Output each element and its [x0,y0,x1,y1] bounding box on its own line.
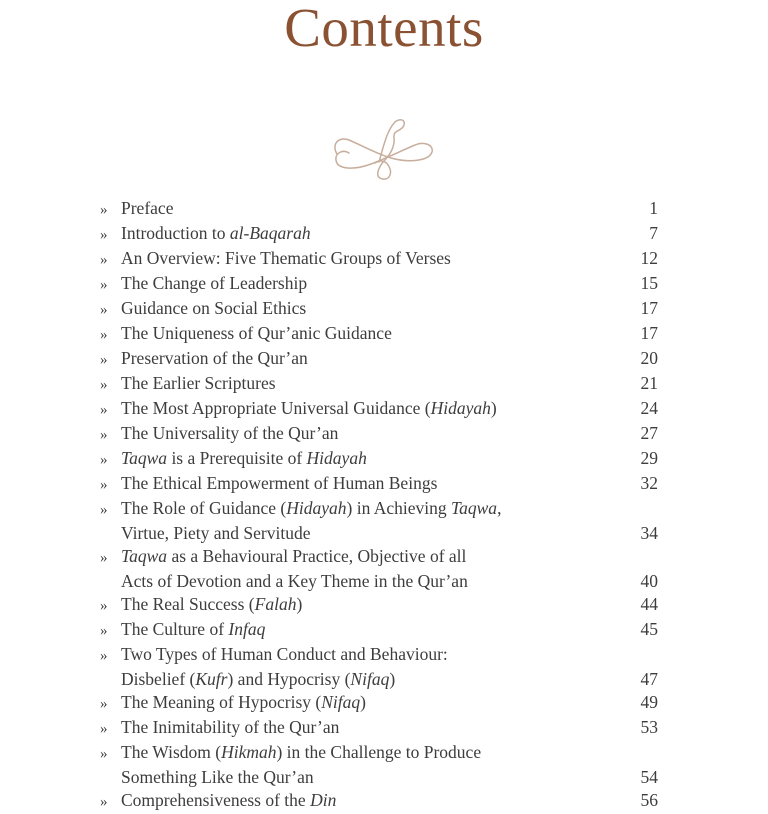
page-title: Contents [284,0,484,58]
toc-line [100,347,658,372]
toc-line [100,716,658,741]
toc-bullet: » [100,648,108,664]
toc-bullet: » [100,302,108,318]
toc-entry-text: The Ethical Empowerment of Human Beings [121,473,438,493]
toc-bullet: » [100,352,108,368]
toc-page-number: 56 [640,790,658,810]
toc-page-number: 32 [640,473,658,493]
toc-page-number: 49 [640,692,658,712]
toc-line [100,372,658,397]
toc-bullet: » [100,377,108,393]
toc-line [100,643,658,668]
toc-bullet: » [100,327,108,343]
toc-entry-text: Disbelief (Kufr) and Hypocrisy (Nifaq) [121,669,396,689]
toc-bullet: » [100,721,108,737]
toc-entry-text: The Role of Guidance (Hidayah) in Achieving Taqwa, [121,498,502,518]
toc-line [100,789,658,814]
toc-line [100,618,658,643]
toc-bullet: » [100,402,108,418]
toc-entry-text: The Wisdom (Hikmah) in the Challenge to Produce [121,742,482,762]
toc-entry-text: Introduction to al-Baqarah [121,223,311,243]
toc-entry-text: Taqwa as a Behavioural Practice, Objective of all [121,546,467,566]
toc-line [100,247,658,272]
toc-line [100,497,658,522]
toc-line [100,593,658,618]
toc-bullet: » [100,696,108,712]
toc-line [100,668,658,691]
calligraphic-flourish-icon [327,112,442,180]
toc-page-number: 17 [640,298,658,318]
toc-line [100,766,658,789]
toc-entry-text: Something Like the Qur’an [121,767,314,787]
toc-page-number: 34 [640,523,658,543]
toc-list [100,197,658,814]
toc-entry-text: The Universality of the Qur’an [121,423,339,443]
toc-page-number: 47 [640,669,658,689]
toc-page-number: 29 [640,448,658,468]
toc-bullet: » [100,598,108,614]
toc-entry-text: Two Types of Human Conduct and Behaviour: [121,644,448,664]
toc-entry-text: Acts of Devotion and a Key Theme in the Qur’an [121,571,468,591]
toc-entry-text: Preservation of the Qur’an [121,348,308,368]
toc-line [100,522,658,545]
toc-line [100,422,658,447]
toc-page-number: 27 [640,423,658,443]
toc-entry-text: The Meaning of Hypocrisy (Nifaq) [121,692,366,712]
toc-entry-text: Virtue, Piety and Servitude [121,523,311,543]
toc-entry-text: Preface [121,198,174,218]
toc-bullet: » [100,477,108,493]
toc-bullet: » [100,794,108,810]
toc-bullet: » [100,277,108,293]
toc-page-number: 20 [640,348,658,368]
toc-entry-text: An Overview: Five Thematic Groups of Verses [121,248,451,268]
toc-bullet: » [100,227,108,243]
toc-bullet: » [100,427,108,443]
toc-bullet: » [100,452,108,468]
toc-page-number: 1 [649,198,658,218]
toc-line [100,447,658,472]
toc-entry-text: The Uniqueness of Qur’anic Guidance [121,323,392,343]
toc-entry-text: Taqwa is a Prerequisite of Hidayah [121,448,367,468]
toc-entry-text: The Change of Leadership [121,273,308,293]
toc-page-number: 12 [640,248,658,268]
toc-entry-text: The Most Appropriate Universal Guidance (Hidayah) [121,398,497,418]
toc-line [100,297,658,322]
toc-page-number: 54 [640,767,658,787]
toc-entry-text: The Culture of Infaq [121,619,266,639]
toc-page-number: 7 [649,223,658,243]
toc-line [100,272,658,297]
toc-page-number: 17 [640,323,658,343]
toc-line [100,741,658,766]
toc-entry-text: Guidance on Social Ethics [121,298,307,318]
toc-line [100,222,658,247]
toc-entry-text: The Real Success (Falah) [121,594,303,614]
toc-line [100,397,658,422]
toc-page-number: 15 [640,273,658,293]
toc-page-number: 53 [640,717,658,737]
ornament-container [0,112,768,180]
toc-line [100,322,658,347]
toc-line [100,691,658,716]
toc-page-number: 24 [640,398,658,418]
toc-bullet: » [100,623,108,639]
toc-entry-text: Comprehensiveness of the Din [121,790,337,810]
toc-line [100,197,658,222]
toc-bullet: » [100,746,108,762]
toc-bullet: » [100,502,108,518]
toc-entry-text: The Inimitability of the Qur’an [121,717,340,737]
toc-line [100,570,658,593]
toc-page-number: 44 [640,594,658,614]
toc-bullet: » [100,550,108,566]
toc-entry-text: The Earlier Scriptures [121,373,276,393]
toc-page-number: 40 [640,571,658,591]
toc-line [100,472,658,497]
toc-line [100,545,658,570]
toc-page-number: 45 [640,619,658,639]
toc-page-number: 21 [640,373,658,393]
toc-bullet: » [100,202,108,218]
toc-bullet: » [100,252,108,268]
